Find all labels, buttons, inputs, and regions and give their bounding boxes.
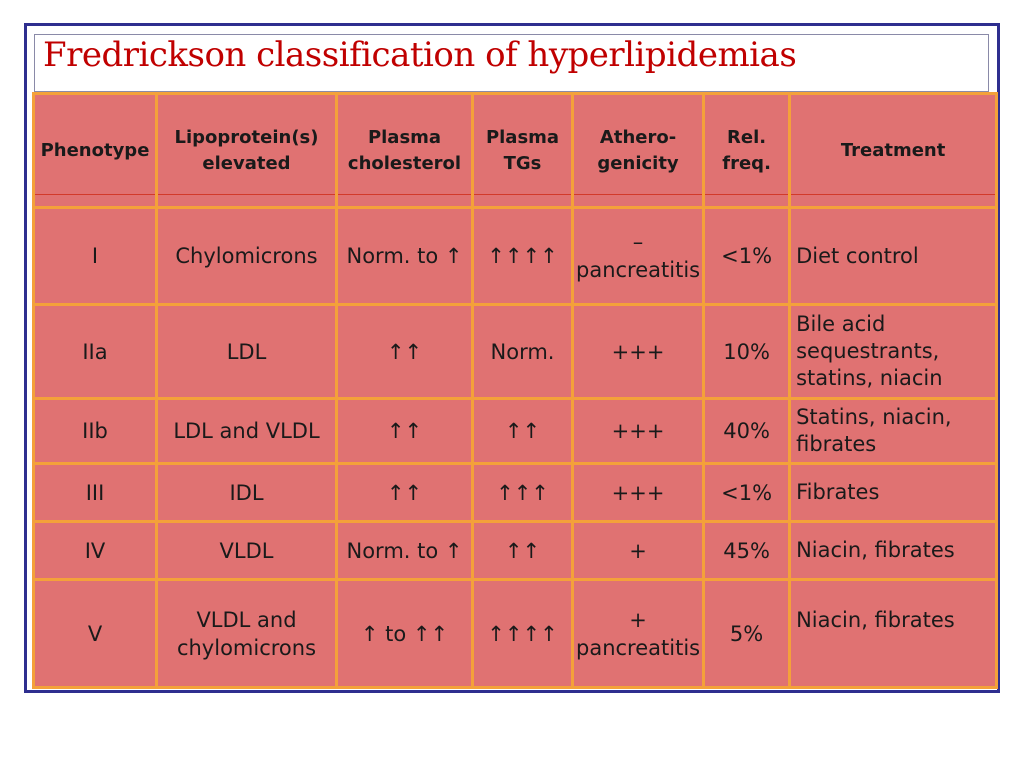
cell-phenotype: IV (34, 522, 157, 580)
table-row (34, 305, 997, 399)
cell-atherogenicity: +++ (573, 399, 704, 464)
cell-freq: 45% (704, 522, 790, 580)
cell-lipoprotein: LDL and VLDL (157, 399, 337, 464)
cell-lipoprotein: VLDL and chylomicrons (157, 580, 337, 688)
cell-cholesterol: ↑↑ (337, 305, 473, 399)
cell-treatment: Diet control (790, 208, 997, 305)
cell-atherogenicity: +++ (573, 464, 704, 522)
cell-freq: <1% (704, 464, 790, 522)
table-row (34, 208, 997, 305)
header-atherogenicity: Athero-genicity (573, 94, 704, 208)
cell-freq: 5% (704, 580, 790, 688)
title-box (34, 34, 989, 92)
table-header-row (34, 94, 997, 208)
cell-tgs: ↑↑ (473, 522, 573, 580)
header-treatment: Treatment (790, 94, 997, 208)
page-title: Fredrickson classification of hyperlipidemias (43, 35, 797, 75)
cell-cholesterol: ↑↑ (337, 464, 473, 522)
cell-phenotype: III (34, 464, 157, 522)
cell-phenotype: IIa (34, 305, 157, 399)
cell-tgs: ↑↑↑↑ (473, 580, 573, 688)
cell-phenotype: I (34, 208, 157, 305)
table-row (34, 464, 997, 522)
cell-treatment: Niacin, fibrates (790, 580, 997, 688)
cell-tgs: ↑↑↑ (473, 464, 573, 522)
classification-table (32, 92, 998, 689)
cell-freq: <1% (704, 208, 790, 305)
cell-treatment: Bile acid sequestrants, statins, niacin (790, 305, 997, 399)
cell-atherogenicity: +++ (573, 305, 704, 399)
cell-atherogenicity: – pancreatitis (573, 208, 704, 305)
cell-tgs: ↑↑ (473, 399, 573, 464)
cell-tgs: ↑↑↑↑ (473, 208, 573, 305)
cell-freq: 40% (704, 399, 790, 464)
cell-lipoprotein: Chylomicrons (157, 208, 337, 305)
cell-phenotype: V (34, 580, 157, 688)
cell-cholesterol: ↑↑ (337, 399, 473, 464)
cell-lipoprotein: VLDL (157, 522, 337, 580)
header-freq: Rel. freq. (704, 94, 790, 208)
cell-atherogenicity: + pancreatitis (573, 580, 704, 688)
cell-treatment: Statins, niacin, fibrates (790, 399, 997, 464)
cell-cholesterol: ↑ to ↑↑ (337, 580, 473, 688)
cell-treatment: Niacin, fibrates (790, 522, 997, 580)
cell-tgs: Norm. (473, 305, 573, 399)
cell-cholesterol: Norm. to ↑ (337, 522, 473, 580)
header-lipoprotein: Lipoprotein(s) elevated (157, 94, 337, 208)
table-row (34, 580, 997, 688)
header-cholesterol: Plasma cholesterol (337, 94, 473, 208)
header-phenotype: Phenotype (34, 94, 157, 208)
cell-atherogenicity: + (573, 522, 704, 580)
cell-lipoprotein: LDL (157, 305, 337, 399)
cell-treatment: Fibrates (790, 464, 997, 522)
cell-freq: 10% (704, 305, 790, 399)
table-row (34, 399, 997, 464)
cell-lipoprotein: IDL (157, 464, 337, 522)
table-row (34, 522, 997, 580)
cell-cholesterol: Norm. to ↑ (337, 208, 473, 305)
cell-phenotype: IIb (34, 399, 157, 464)
header-tgs: Plasma TGs (473, 94, 573, 208)
